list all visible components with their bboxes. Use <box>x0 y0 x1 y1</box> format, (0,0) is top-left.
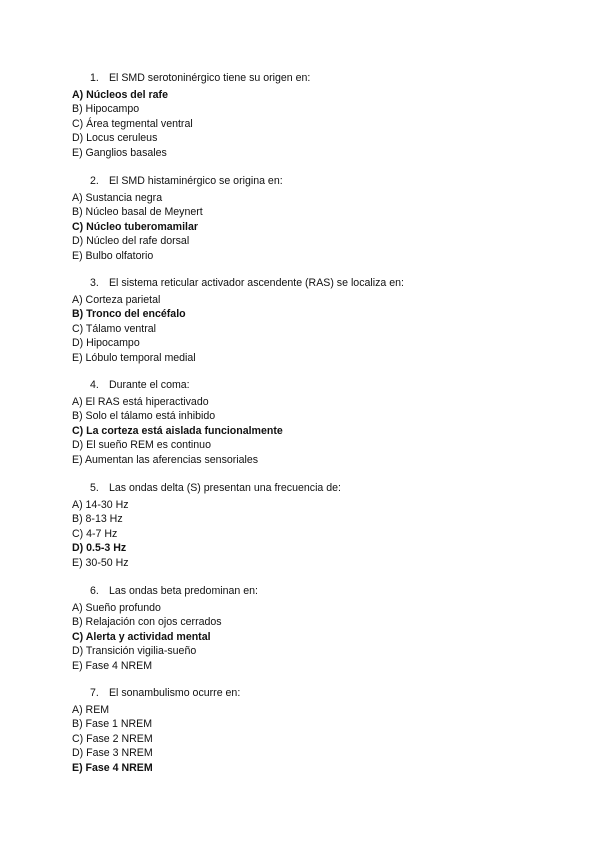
option-e: E) Fase 4 NREM <box>72 659 153 672</box>
question-text: Las ondas delta (S) presentan una frecuencia de: <box>108 482 341 494</box>
option-a: A) El RAS está hiperactivado <box>72 395 209 408</box>
question-number: 5. <box>90 482 99 494</box>
option-e: E) Fase 4 NREM <box>72 761 153 774</box>
option-b: B) Hipocampo <box>72 103 140 116</box>
option-a: A) Sustancia negra <box>72 191 163 204</box>
option-e: E) Ganglios basales <box>72 146 167 159</box>
question-title <box>72 174 572 189</box>
option-a: A) Núcleos del rafe <box>72 88 168 101</box>
question-6 <box>72 584 572 673</box>
question-number: 3. <box>90 277 99 289</box>
question-number: 4. <box>90 379 99 391</box>
question-text: El SMD histaminérgico se origina en: <box>108 175 283 187</box>
question-title <box>72 584 572 599</box>
option-a: A) REM <box>72 703 110 716</box>
question-number: 6. <box>90 585 99 597</box>
option-c: C) Alerta y actividad mental <box>72 630 211 643</box>
option-c: C) Núcleo tuberomamilar <box>72 220 198 233</box>
option-e: E) Aumentan las aferencias sensoriales <box>72 453 259 466</box>
option-b: B) Núcleo basal de Meynert <box>72 206 203 219</box>
question-4 <box>72 378 572 467</box>
option-c: C) Tálamo ventral <box>72 322 156 335</box>
question-text: Las ondas beta predominan en: <box>108 585 258 597</box>
option-d: D) Fase 3 NREM <box>72 747 153 760</box>
question-5 <box>72 481 572 570</box>
question-text: Durante el coma: <box>108 379 190 391</box>
option-d: D) 0.5-3 Hz <box>72 542 127 555</box>
option-c: C) 4-7 Hz <box>72 527 118 540</box>
option-b: B) Tronco del encéfalo <box>72 308 186 321</box>
question-text: El SMD serotoninérgico tiene su origen en: <box>108 72 311 84</box>
option-b: B) Relajación con ojos cerrados <box>72 616 222 629</box>
question-text: El sonambulismo ocurre en: <box>108 687 241 699</box>
option-e: E) Lóbulo temporal medial <box>72 351 196 364</box>
option-d: D) Hipocampo <box>72 337 140 350</box>
question-1 <box>72 71 572 160</box>
option-a: A) Corteza parietal <box>72 293 161 306</box>
question-number: 7. <box>90 687 99 699</box>
option-d: D) Transición vigilia-sueño <box>72 645 197 658</box>
question-title <box>72 686 572 701</box>
option-e: E) 30-50 Hz <box>72 556 129 569</box>
question-number: 1. <box>90 72 99 84</box>
question-text: El sistema reticular activador ascendente (RAS) se localiza en: <box>108 277 404 289</box>
question-title <box>72 276 572 291</box>
option-c: C) Fase 2 NREM <box>72 732 153 745</box>
option-d: D) El sueño REM es continuo <box>72 439 211 452</box>
option-a: A) Sueño profundo <box>72 601 161 614</box>
question-title <box>72 71 572 86</box>
question-3 <box>72 276 572 365</box>
option-b: B) 8-13 Hz <box>72 513 123 526</box>
question-title <box>72 378 572 393</box>
option-b: B) Solo el tálamo está inhibido <box>72 410 216 423</box>
question-2 <box>72 174 572 263</box>
question-7 <box>72 686 572 775</box>
option-d: D) Núcleo del rafe dorsal <box>72 235 190 248</box>
question-title <box>72 481 572 496</box>
option-d: D) Locus ceruleus <box>72 132 158 145</box>
question-number: 2. <box>90 175 99 187</box>
option-c: C) Área tegmental ventral <box>72 117 193 130</box>
option-c: C) La corteza está aislada funcionalmente <box>72 424 283 437</box>
option-e: E) Bulbo olfatorio <box>72 249 154 262</box>
option-a: A) 14-30 Hz <box>72 498 129 511</box>
option-b: B) Fase 1 NREM <box>72 718 153 731</box>
